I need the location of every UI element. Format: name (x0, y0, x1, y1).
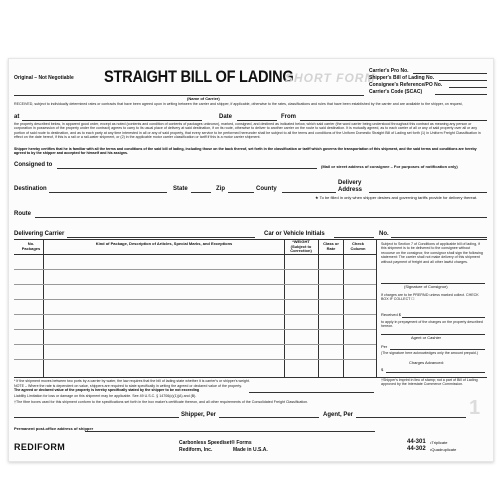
imprint-note: †Shipper's imprint in lieu of stamp; not a part of Bill of Lading approved by the Interstate Commerce Commission. (381, 378, 478, 387)
apply-text: to apply in prepayment of the charges on the property described hereon. (381, 320, 483, 329)
product-desc-1: •Triplicate (430, 439, 448, 445)
product-desc-2: •Quadruplicate (430, 446, 457, 452)
table-row[interactable] (14, 344, 376, 345)
consignee-ref-label: Consignee's Reference/PO No. (369, 82, 443, 88)
delivery-address-line[interactable] (369, 192, 487, 193)
delivering-carrier-line[interactable] (67, 237, 255, 238)
form-title: STRAIGHT BILL OF LADING (104, 67, 294, 86)
county-line[interactable] (282, 192, 336, 193)
received-amount-line[interactable] (402, 317, 485, 318)
vehicle-no-label: No. (379, 231, 389, 237)
col-kind-of-package: Kind of Package, Description of Articles, Special Marks, and Exceptions (95, 241, 233, 246)
route-label: Route (14, 211, 31, 217)
consignee-ref-line[interactable] (449, 87, 487, 88)
car-initials-line[interactable] (334, 237, 374, 238)
table-col-divider (343, 239, 344, 377)
product-code-1: 44-301 (407, 439, 426, 445)
note-rate-value: NOTE – Where the rate is dependent on value, shippers are required to state specifically in writing the agreed or declared value of the property. (14, 383, 242, 388)
pro-no-label: Carrier's Pro No. (369, 68, 409, 74)
table-row[interactable] (14, 284, 376, 285)
page-number: 1 (469, 397, 481, 419)
charges-advanced-label: Charges Advanced: (409, 360, 444, 365)
original-label: Original – Not Negotiable (14, 75, 74, 81)
mail-note: (Mail or street address of consignee – For purposes of notification only) (321, 164, 458, 169)
charges-advanced-line[interactable] (386, 372, 485, 373)
table-row[interactable] (14, 359, 376, 360)
destination-label: Destination (14, 186, 47, 192)
agent-per-line[interactable] (356, 417, 466, 418)
carbonless-label: Carbonless Speediset® Forms (179, 440, 252, 446)
date-line[interactable] (237, 120, 277, 121)
at-label: at (14, 114, 20, 120)
table-col-divider (43, 239, 44, 377)
from-label: From (281, 114, 296, 120)
shipper-per-label: Shipper, Per (181, 412, 217, 418)
table-row[interactable] (14, 329, 376, 330)
name-of-carrier-label: (Name of Carrier) (187, 96, 220, 101)
delivery-label: Delivery (338, 180, 362, 186)
table-top-border (14, 239, 487, 240)
note-water-carrier: * If the shipment moves between two ports by a carrier by water, the law requires that the bill of lading state whether it is carrier's or shipper's weight. (14, 379, 250, 383)
made-in-label: Made in U.S.A. (233, 447, 268, 453)
table-col-divider (284, 239, 285, 377)
state-label: State (173, 186, 188, 192)
prepaid-text: If charges are to be PREPAID unless marked collect. CHECK BOX IF COLLECT ☐ (381, 293, 479, 302)
col-no-packages: No. Packages (21, 241, 41, 251)
short-form-watermark: SHORT FORM (285, 71, 376, 85)
product-code-2: 44-302 (407, 446, 426, 452)
bill-of-lading-form (8, 58, 494, 462)
consignor-signature-label: (Signature of Consignor) (404, 284, 448, 289)
vehicle-no-line[interactable] (391, 237, 487, 238)
col-class-rate: Class or Rate (323, 241, 339, 251)
received-label: Received $ (381, 312, 402, 317)
address-label: Address (338, 187, 363, 193)
route-line[interactable] (35, 217, 487, 218)
shipper-bl-label: Shipper's Bill of Lading No. (369, 75, 435, 81)
shipper-name-line[interactable] (14, 417, 179, 418)
table-col-divider (376, 239, 377, 377)
col-check: Check Column (350, 241, 366, 251)
state-line[interactable] (191, 192, 211, 193)
table-col-divider (318, 239, 319, 377)
table-row[interactable] (14, 299, 376, 300)
per-label: Per (381, 344, 388, 349)
date-label: Date (219, 114, 233, 120)
col-weight: *WEIGHT (Subject to Correction) (290, 239, 312, 254)
consigned-to-line[interactable] (57, 168, 317, 169)
declared-value-line[interactable] (249, 392, 374, 393)
zip-label: Zip (216, 186, 225, 192)
at-line[interactable] (22, 120, 202, 121)
dollar-label: $ (381, 367, 384, 372)
shipper-per-line[interactable] (219, 417, 319, 418)
consigned-to-label: Consigned to (14, 162, 53, 168)
company-label: Rediform, Inc. (179, 447, 213, 453)
county-label: County (256, 186, 277, 192)
from-line[interactable] (300, 120, 487, 121)
property-text: the property described below, in apparent good order, except as noted (contents and condition of contents of packages unknown), marked, consigned, and destined as indicated below, which said carrier (the word carrier being understood throughout this contract as meaning any person or corporation in possession of the property under the contract) agrees to carry to its usual place of delivery at said destination, if on its route, otherwise to deliver to another carrier on the route to said destination. It is mutually agreed, as to each carrier of all or any of said property over all or any portion of said route to destination, and as to each party at any time interested in all or any of said property, that every service to be performed hereunder shall be subject to all the terms and conditions of the Uniform Domestic Straight Bill of Lading set forth (1) in Uniform Freight Classification in effect on the date hereof, if this is a rail or a rail-water shipment, or (2) in the applicable motor carrier classification or tariff if this is a motor carrier shipment. (14, 122, 481, 140)
note-declared-value: The agreed or declared value of the property is hereby specifically stated by the shipper to be not exceeding (14, 388, 200, 392)
per-line[interactable] (390, 349, 485, 350)
rediform-logo: REDIFORM (14, 442, 66, 452)
note-liability: Liability Limitation for loss or damage on this shipment may be applicable. See 49 U.S.C. § 14706(c)(1)(A) and (B). (14, 394, 197, 398)
shipper-certify-text: Shipper hereby certifies that he is familiar with all the terms and conditions of the said bill of lading, including those on the back thereof, set forth in the classification or tariff which governs the transportation of this shipment, and the said terms and conditions are hereby agreed to by the shipper and accepted for himself and his assigns. (14, 147, 477, 156)
carrier-code-label: Carrier's Code (SCAC) (369, 89, 423, 95)
delivering-carrier-label: Delivering Carrier (14, 231, 65, 237)
section7-text: Subject to Section 7 of Conditions of applicable bill of lading, if this shipment is to be delivered to the consignee without recourse on the consignor, the consignor shall sign the following statement: The carrier shall not make delivery of this shipment without payment of freight and all other lawful charges. (381, 242, 483, 264)
destination-line[interactable] (49, 192, 167, 193)
table-row[interactable] (14, 314, 376, 315)
signature-note: (The signature here acknowledges only the amount prepaid.) (381, 351, 478, 355)
zip-line[interactable] (228, 192, 254, 193)
fill-note: ★ To be filled in only when shipper desires and governing tariffs provide for delivery thereat. (315, 195, 478, 200)
permanent-address-line[interactable] (85, 431, 375, 432)
table-header-bottom (14, 254, 376, 255)
shipper-bl-line[interactable] (439, 80, 487, 81)
agent-per-label: Agent, Per (323, 412, 354, 418)
note-fibre-boxes: †The fibre boxes used for this shipment conform to the specifications set forth in the box maker's certificate thereon, and all other requirements of the Consolidated Freight Classification. (14, 400, 309, 404)
received-text: RECEIVED, subject to individually determined rates or contracts that have been agreed upon in writing between the carrier and shipper, if applicable, otherwise to the rates, classifications and rules that have been established by the carrier and are available to the shipper, on request, (14, 102, 463, 106)
pro-no-line[interactable] (413, 73, 487, 74)
car-initials-label: Car or Vehicle Initials (264, 231, 325, 237)
permanent-address-label: Permanent post-office address of shipper (14, 426, 94, 431)
carrier-code-line[interactable] (435, 94, 487, 95)
table-row[interactable] (14, 269, 376, 270)
agent-cashier-label: Agent or Cashier (411, 335, 442, 340)
